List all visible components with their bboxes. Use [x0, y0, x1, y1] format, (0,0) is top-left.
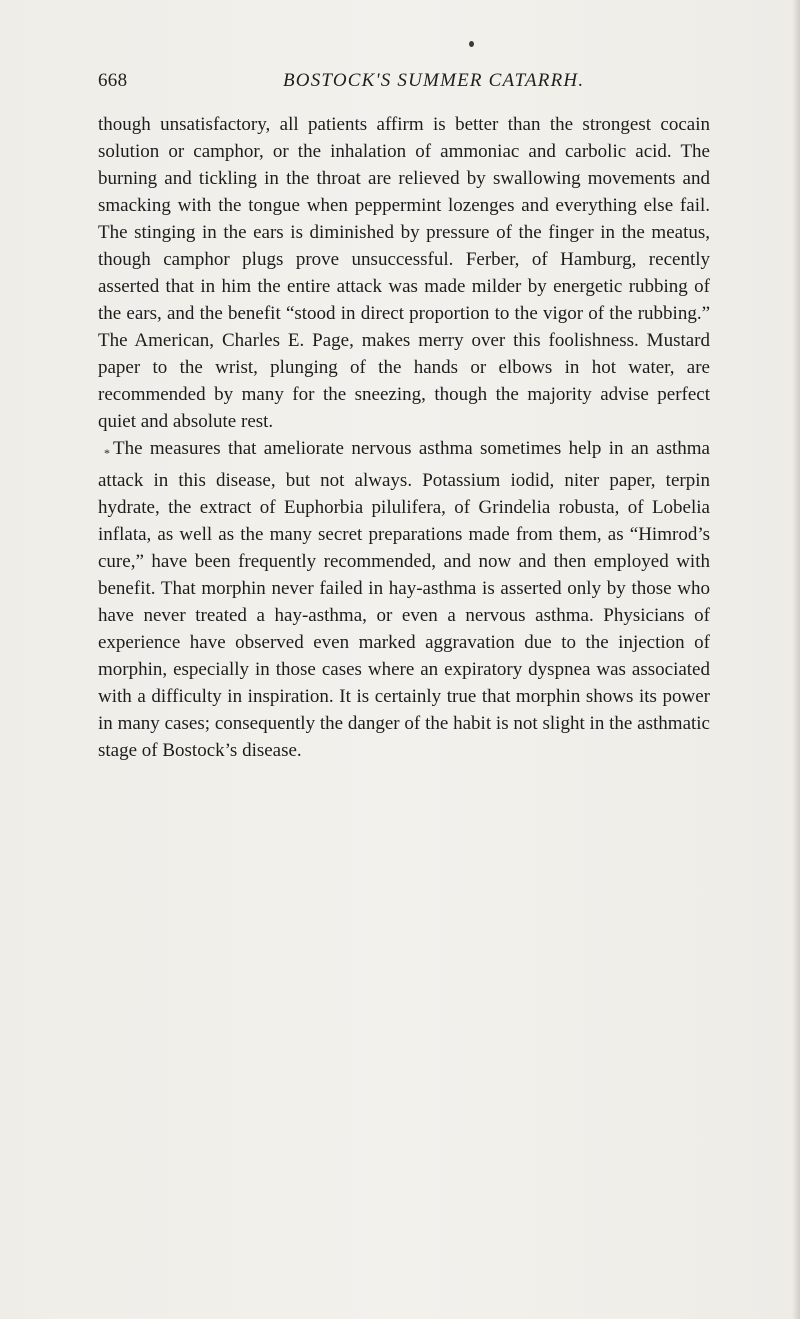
ink-dot-mark: [469, 41, 474, 47]
paragraph-2-text: The measures that ameliorate nervous asthma sometimes help in an asthma attack in this disease, but not always. Potassium iodid, niter paper, terpin hydrate, the extract of Euphorbia pilulifera, of Grindelia robusta, of Lobelia inflata, as well as the many secret preparations made from them, as “Himrod’s cure,” have been frequently recommended, and now and then employed with benefit. That morphin never failed in hay-asthma is asserted only by those who have never treated a hay-asthma, or even a nervous asthma. Physicians of experience have observed even marked aggravation due to the injection of morphin, especially in those cases where an expiratory dyspnea was associated with a difficulty in inspiration. It is certainly true that morphin shows its power in many cases; consequently the danger of the habit is not slight in the asthmatic stage of Bostock’s disease.: [98, 438, 710, 761]
body-text: [98, 111, 710, 764]
asterisk-mark: *: [104, 446, 110, 460]
running-title: BOSTOCK'S SUMMER CATARRH.: [283, 70, 585, 91]
page-number: 668: [98, 70, 128, 91]
paragraph-1: though unsatisfactory, all patients affirm is better than the strongest cocain solution or camphor, or the inhalation of ammoniac and carbolic acid. The burning and tickling in the throat are relieved by swallowing movements and smacking with the tongue when peppermint lozenges and everything else fail. The stinging in the ears is diminished by pressure of the finger in the meatus, though camphor plugs prove unsuccessful. Ferber, of Hamburg, recently asserted that in him the entire attack was made milder by energetic rubbing of the ears, and the benefit “stood in direct proportion to the vigor of the rubbing.” The American, Charles E. Page, makes merry over this foolishness. Mustard paper to the wrist, plunging of the hands or elbows in hot water, are recommended by many for the sneezing, though the majority advise perfect quiet and absolute rest.: [98, 114, 710, 432]
paragraph-2: [98, 435, 710, 764]
page-edge-shadow: [792, 0, 800, 1319]
page-header: [98, 70, 698, 100]
